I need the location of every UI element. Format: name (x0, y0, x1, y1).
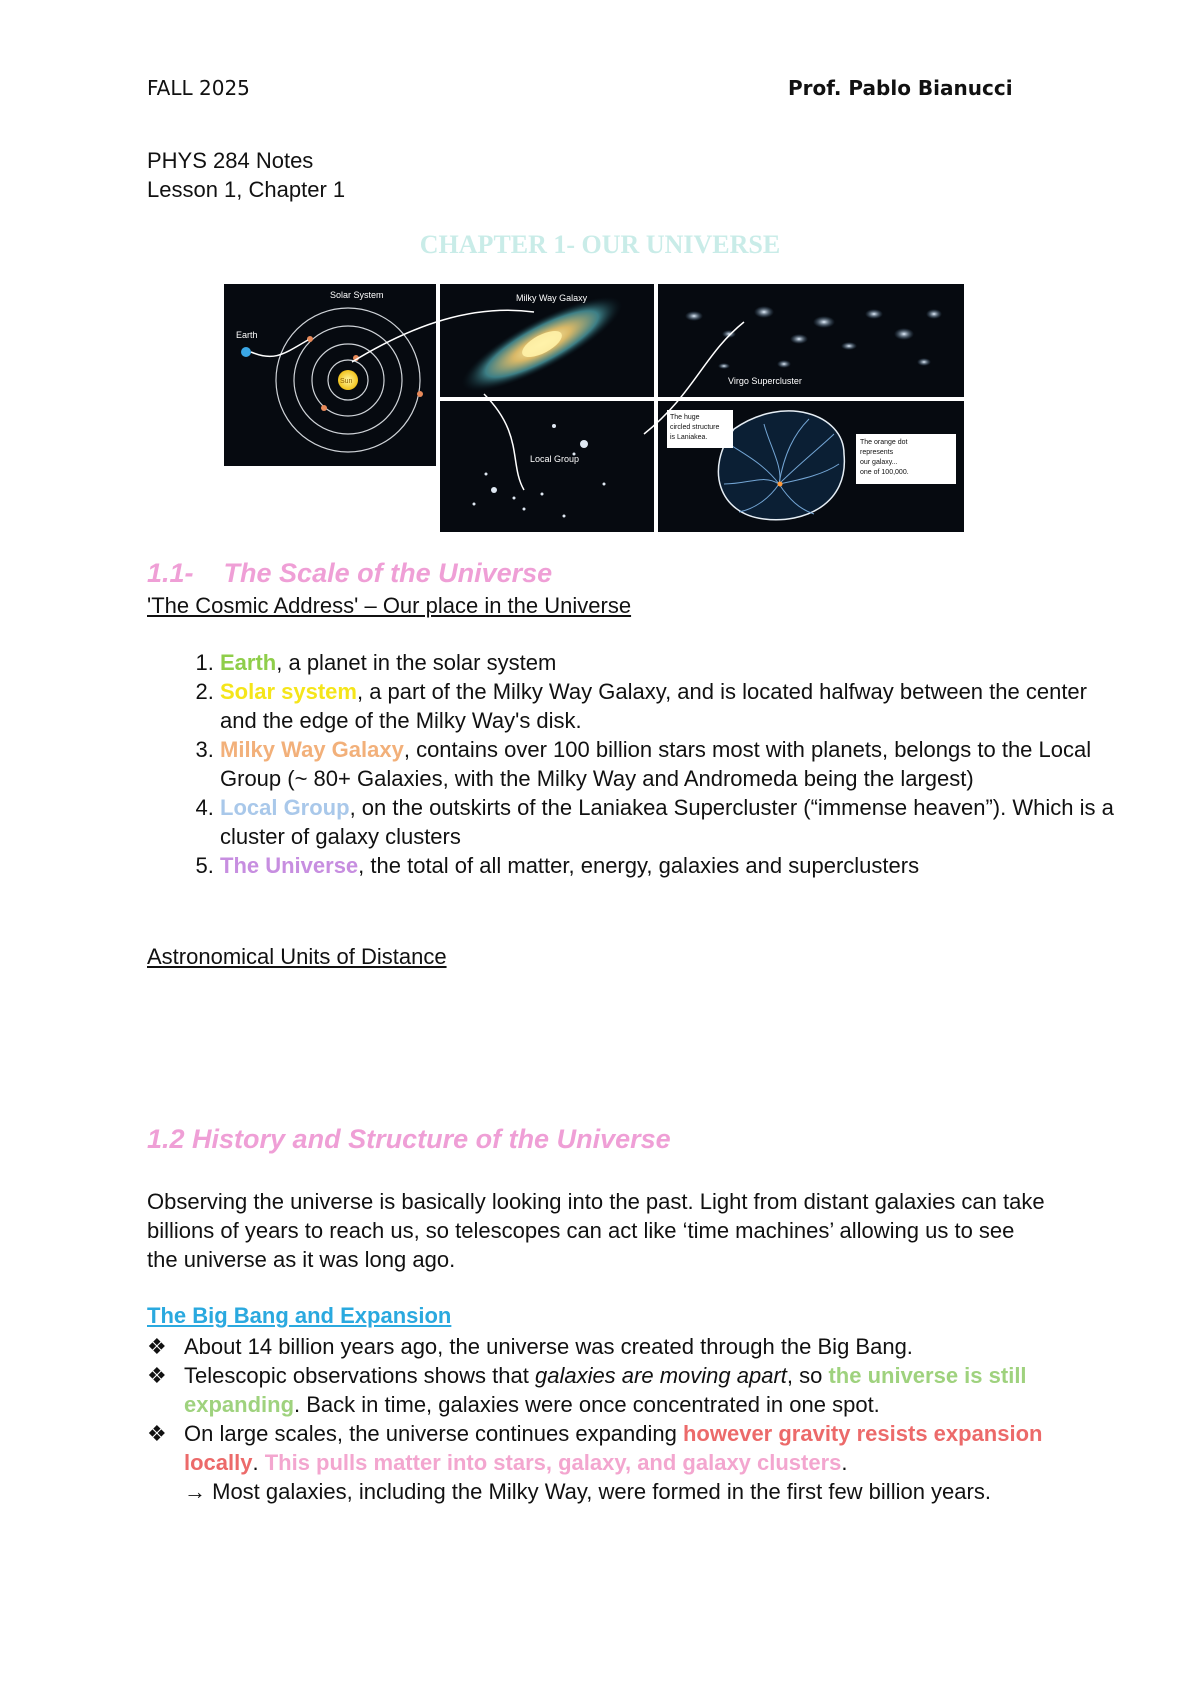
units-heading: Astronomical Units of Distance (147, 944, 447, 969)
list-item: 3. Milky Way Galaxy, contains over 100 billion stars most with planets, belongs to the Local Group (~ 80+ Galaxies, with the Milky Way and Andromeda being the largest) (220, 735, 1120, 793)
section-2-heading: 1.2 History and Structure of the Universe (147, 1124, 671, 1154)
lesson-label: Lesson 1, Chapter 1 (147, 177, 346, 202)
term-label: FALL 2025 (147, 76, 250, 100)
list-item: 4. Local Group, on the outskirts of the Laniakea Supercluster (“immense heaven”). Which is a cluster of galaxy clusters (220, 793, 1120, 851)
big-bang-heading: The Big Bang and Expansion (147, 1303, 452, 1328)
cosmic-address-subtitle: 'The Cosmic Address' – Our place in the Universe (147, 593, 632, 618)
term-local-group: Local Group (220, 795, 350, 820)
arrow-icon: → (184, 1479, 206, 1504)
list-item: ❖ On large scales, the universe continues expanding however gravity resists expansion locally. This pulls matter into stars, galaxy, and galaxy clusters. → Most galaxies, including the Milky Way, were formed in the first few billion years. (147, 1421, 1043, 1504)
list-item: ❖ Telescopic observations shows that galaxies are moving apart, so the universe is still expanding. Back in time, galaxies were once concentrated in one spot. (147, 1363, 1027, 1417)
professor-label: Prof. Pablo Bianucci (788, 76, 1013, 100)
sun-label: Sun (340, 378, 353, 385)
virgo-label: Virgo Supercluster (728, 376, 802, 386)
list-item: 2. Solar system, a part of the Milky Way Galaxy, and is located halfway between the center and the edge of the Milky Way's disk. (220, 677, 1120, 735)
highlight-matter: This pulls matter into stars, galaxy, and galaxy clusters (264, 1450, 842, 1475)
list-item: ❖ About 14 billion years ago, the universe was created through the Big Bang. (147, 1334, 913, 1359)
section-1-number: 1.1- (147, 558, 194, 588)
big-bang-bullets (147, 1332, 1047, 1506)
chapter-title: CHAPTER 1- OUR UNIVERSE (419, 230, 781, 259)
earth-label: Earth (236, 330, 258, 340)
orange-dot-icon (778, 482, 783, 487)
diamond-bullet-icon: ❖ (147, 1334, 167, 1359)
cosmic-address-figure (224, 284, 964, 532)
section-1-heading (147, 558, 552, 589)
course-info (147, 146, 345, 204)
term-earth: Earth (220, 650, 277, 675)
course-title: PHYS 284 Notes (147, 148, 314, 173)
laniakea-panel (658, 401, 964, 532)
term-universe: The Universe (220, 853, 359, 878)
earth-icon (241, 347, 251, 357)
term-solar-system: Solar system (220, 679, 357, 704)
diamond-bullet-icon: ❖ (147, 1421, 167, 1446)
diamond-bullet-icon: ❖ (147, 1363, 167, 1388)
local-group-label: Local Group (530, 454, 580, 464)
solar-system-panel (224, 284, 436, 466)
term-milky-way: Milky Way Galaxy (220, 737, 404, 762)
cosmic-address-list (147, 648, 1120, 880)
section-1-title: The Scale of the Universe (223, 558, 553, 588)
virgo-supercluster-panel (658, 284, 964, 397)
laniakea-note: The huge circled structure is Laniakea. (670, 414, 720, 441)
highlight-gravity: however gravity resists expansion locally (184, 1421, 1043, 1475)
solar-system-label: Solar System (330, 290, 384, 300)
list-item: 5. The Universe, the total of all matter, energy, galaxies and superclusters (220, 851, 1120, 880)
highlight-expanding: the universe is still expanding (184, 1363, 1027, 1417)
orange-dot-note: The orange dot represents our galaxy... one of 100,000. (860, 439, 909, 476)
list-item: 1. Earth, a planet in the solar system (220, 648, 1120, 677)
intro-paragraph: Observing the universe is basically looking into the past. Light from distant galaxies can take billions of years to reach us, so telescopes can act like ‘time machines’ allowing us to see the universe as it was long ago. (147, 1189, 1045, 1272)
milky-way-label: Milky Way Galaxy (516, 293, 588, 303)
